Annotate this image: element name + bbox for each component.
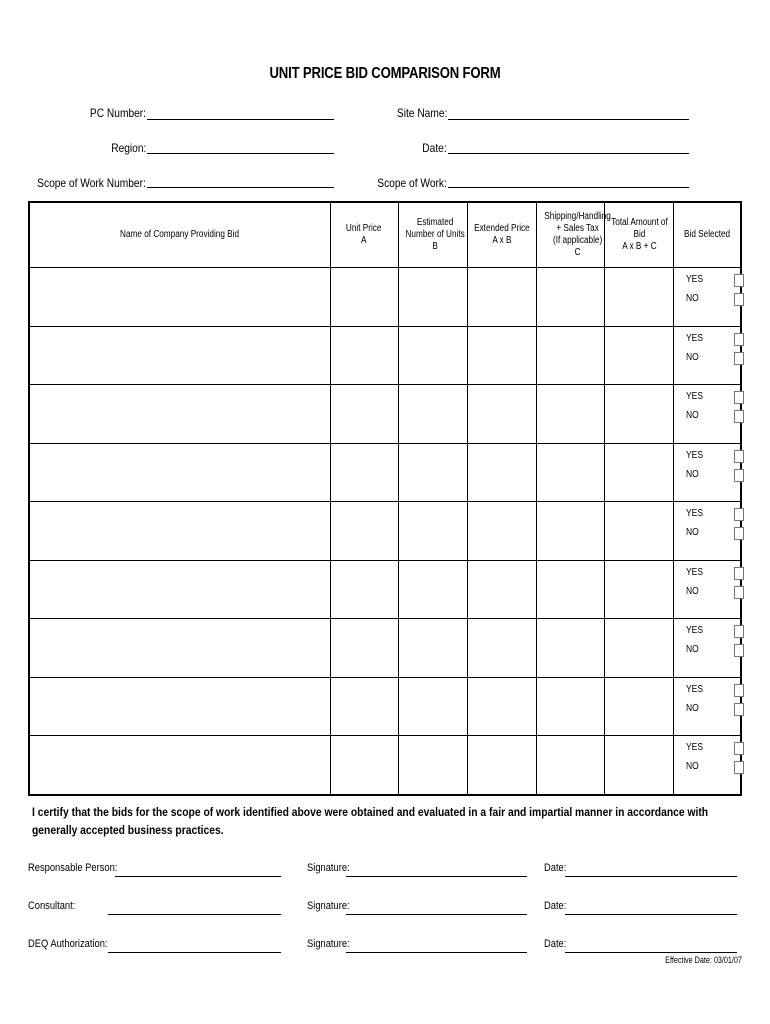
yes-checkbox[interactable]	[734, 450, 744, 463]
responsable-person-signature-field[interactable]	[346, 876, 527, 877]
unit-price-cell[interactable]	[330, 736, 398, 795]
estimated-units-cell[interactable]	[398, 268, 467, 327]
table-row	[29, 326, 741, 385]
no-label: NO	[685, 468, 699, 480]
no-checkbox[interactable]	[734, 761, 744, 774]
bid-no-option	[686, 761, 716, 772]
estimated-units-cell[interactable]	[398, 326, 467, 385]
certification-text: I certify that the bids for the scope of work identified above were obtained and evaluated in a fair and impartial manner in accordance with generally accepted business practices.	[32, 805, 709, 837]
shipping-tax-cell[interactable]	[536, 385, 604, 444]
shipping-tax-cell[interactable]	[536, 268, 604, 327]
yes-checkbox[interactable]	[734, 625, 744, 638]
yes-checkbox[interactable]	[734, 391, 744, 404]
total-amount-cell[interactable]	[604, 736, 673, 795]
no-label: NO	[685, 585, 699, 597]
bid-selected-cell	[673, 677, 741, 736]
no-label: NO	[685, 351, 699, 363]
estimated-units-cell[interactable]	[398, 677, 467, 736]
consultant-date-field[interactable]	[565, 914, 737, 915]
total-amount-cell[interactable]	[604, 619, 673, 678]
unit-price-cell[interactable]	[330, 385, 398, 444]
shipping-tax-cell[interactable]	[536, 502, 604, 561]
estimated-units-cell[interactable]	[398, 560, 467, 619]
deq-authorization-label: DEQ Authorization:	[28, 938, 108, 950]
company-name-cell[interactable]	[29, 736, 330, 795]
bid-yes-option	[686, 684, 716, 695]
yes-label: YES	[685, 332, 703, 344]
extended-price-cell[interactable]	[467, 502, 536, 561]
bid-selected-cell	[673, 326, 741, 385]
site-name-label: Site Name:	[396, 106, 447, 120]
no-label: NO	[685, 761, 699, 772]
region-label: Region:	[110, 141, 146, 155]
bid-selected-cell	[673, 560, 741, 619]
bid-no-option	[686, 469, 716, 480]
bid-no-option	[686, 586, 716, 597]
estimated-units-cell[interactable]	[398, 502, 467, 561]
company-name-cell[interactable]	[29, 502, 330, 561]
no-checkbox[interactable]	[734, 527, 744, 540]
date-label: Date:	[422, 141, 447, 155]
table-header-row	[29, 202, 741, 268]
total-amount-cell[interactable]	[604, 443, 673, 502]
scope-number-label: Scope of Work Number:	[37, 176, 146, 190]
bid-yes-option	[686, 274, 716, 285]
bid-yes-option	[686, 508, 716, 519]
extended-price-cell[interactable]	[467, 443, 536, 502]
deq-authorization-signature-label: Signature:	[307, 938, 350, 950]
bid-selected-cell	[673, 502, 741, 561]
bid-no-option	[686, 527, 716, 538]
yes-checkbox[interactable]	[734, 567, 744, 580]
unit-price-cell[interactable]	[330, 619, 398, 678]
total-amount-cell[interactable]	[604, 268, 673, 327]
company-name-cell[interactable]	[29, 619, 330, 678]
estimated-units-cell[interactable]	[398, 736, 467, 795]
bid-no-option	[686, 644, 716, 655]
shipping-tax-cell[interactable]	[536, 736, 604, 795]
yes-label: YES	[685, 683, 703, 695]
responsable-person-label: Responsable Person:	[28, 862, 118, 874]
total-amount-cell[interactable]	[604, 385, 673, 444]
bid-yes-option	[686, 450, 716, 461]
header-bid-selected: Bid Selected	[673, 202, 741, 268]
bid-selected-cell	[673, 619, 741, 678]
shipping-tax-cell[interactable]	[536, 326, 604, 385]
bid-selected-cell	[673, 385, 741, 444]
table-row	[29, 736, 741, 795]
shipping-tax-cell[interactable]	[536, 443, 604, 502]
deq-authorization-name-field[interactable]	[108, 952, 281, 953]
bid-no-option	[686, 410, 716, 421]
no-label: NO	[685, 527, 699, 538]
consultant-name-field[interactable]	[108, 914, 281, 915]
no-checkbox[interactable]	[734, 410, 744, 423]
no-checkbox[interactable]	[734, 644, 744, 657]
bid-comparison-table	[28, 201, 742, 796]
no-checkbox[interactable]	[734, 469, 744, 482]
company-name-cell[interactable]	[29, 560, 330, 619]
no-label: NO	[685, 410, 699, 421]
yes-checkbox[interactable]	[734, 742, 744, 755]
bid-no-option	[686, 703, 716, 714]
table-row	[29, 560, 741, 619]
company-name-cell[interactable]	[29, 677, 330, 736]
table-row	[29, 385, 741, 444]
header-shipping-tax: Shipping/Handling + Sales Tax (If applicable) C	[536, 202, 604, 268]
total-amount-cell[interactable]	[604, 326, 673, 385]
yes-label: YES	[685, 508, 703, 519]
no-checkbox[interactable]	[734, 703, 744, 716]
no-checkbox[interactable]	[734, 352, 744, 365]
extended-price-cell[interactable]	[467, 619, 536, 678]
shipping-tax-cell[interactable]	[536, 677, 604, 736]
no-label: NO	[685, 702, 699, 714]
total-amount-cell[interactable]	[604, 677, 673, 736]
extended-price-cell[interactable]	[467, 326, 536, 385]
extended-price-cell[interactable]	[467, 385, 536, 444]
header-unit-price: Unit Price A	[330, 202, 398, 268]
yes-label: YES	[685, 449, 703, 461]
yes-label: YES	[685, 742, 703, 753]
bid-yes-option	[686, 333, 716, 344]
site-name-field[interactable]	[448, 119, 689, 120]
yes-checkbox[interactable]	[734, 684, 744, 697]
table-row	[29, 443, 741, 502]
responsable-person-signature-label: Signature:	[307, 862, 350, 874]
estimated-units-cell[interactable]	[398, 619, 467, 678]
bid-selected-cell	[673, 443, 741, 502]
shipping-tax-cell[interactable]	[536, 560, 604, 619]
bid-no-option	[686, 352, 716, 363]
company-name-cell[interactable]	[29, 326, 330, 385]
bid-yes-option	[686, 391, 716, 402]
responsable-person-date-label: Date:	[544, 862, 567, 874]
estimated-units-cell[interactable]	[398, 443, 467, 502]
bid-selected-cell	[673, 268, 741, 327]
unit-price-cell[interactable]	[330, 326, 398, 385]
consultant-label: Consultant:	[28, 900, 76, 912]
unit-price-cell[interactable]	[330, 677, 398, 736]
unit-price-cell[interactable]	[330, 560, 398, 619]
table-row	[29, 619, 741, 678]
company-name-cell[interactable]	[29, 443, 330, 502]
extended-price-cell[interactable]	[467, 736, 536, 795]
header-estimated-units: Estimated Number of Units B	[398, 202, 467, 268]
scope-of-work-label: Scope of Work:	[377, 176, 447, 190]
yes-checkbox[interactable]	[734, 274, 744, 287]
unit-price-cell[interactable]	[330, 268, 398, 327]
effective-date: Effective Date: 03/01/07	[665, 955, 742, 965]
unit-price-cell[interactable]	[330, 502, 398, 561]
responsable-person-name-field[interactable]	[115, 876, 281, 877]
extended-price-cell[interactable]	[467, 268, 536, 327]
no-label: NO	[685, 293, 699, 304]
scope-of-work-field[interactable]	[448, 187, 689, 188]
company-name-cell[interactable]	[29, 268, 330, 327]
table-row	[29, 677, 741, 736]
bid-yes-option	[686, 567, 716, 578]
yes-label: YES	[685, 625, 703, 636]
bid-yes-option	[686, 625, 716, 636]
consultant-date-label: Date:	[544, 900, 567, 912]
bid-selected-cell	[673, 736, 741, 795]
unit-price-cell[interactable]	[330, 443, 398, 502]
total-amount-cell[interactable]	[604, 560, 673, 619]
yes-label: YES	[685, 566, 703, 578]
bid-no-option	[686, 293, 716, 304]
yes-checkbox[interactable]	[734, 333, 744, 346]
consultant-signature-label: Signature:	[307, 900, 350, 912]
consultant-signature-field[interactable]	[346, 914, 527, 915]
header-company-name: Name of Company Providing Bid	[29, 202, 330, 268]
deq-authorization-date-field[interactable]	[565, 952, 737, 953]
no-checkbox[interactable]	[734, 293, 744, 306]
shipping-tax-cell[interactable]	[536, 619, 604, 678]
extended-price-cell[interactable]	[467, 677, 536, 736]
no-checkbox[interactable]	[734, 586, 744, 599]
bid-yes-option	[686, 742, 716, 753]
header-extended-price: Extended Price A x B	[467, 202, 536, 268]
yes-label: YES	[685, 274, 703, 285]
estimated-units-cell[interactable]	[398, 385, 467, 444]
deq-authorization-date-label: Date:	[544, 938, 567, 950]
table-row	[29, 502, 741, 561]
deq-authorization-signature-field[interactable]	[346, 952, 527, 953]
pc-number-label: PC Number:	[89, 106, 146, 120]
responsable-person-date-field[interactable]	[565, 876, 737, 877]
company-name-cell[interactable]	[29, 385, 330, 444]
yes-label: YES	[685, 391, 703, 402]
date-field[interactable]	[448, 153, 689, 154]
header-total-amount: Total Amount of Bid A x B + C	[604, 202, 673, 268]
form-title: UNIT PRICE BID COMPARISON FORM	[269, 65, 501, 82]
yes-checkbox[interactable]	[734, 508, 744, 521]
total-amount-cell[interactable]	[604, 502, 673, 561]
table-row	[29, 268, 741, 327]
extended-price-cell[interactable]	[467, 560, 536, 619]
no-label: NO	[685, 644, 699, 655]
